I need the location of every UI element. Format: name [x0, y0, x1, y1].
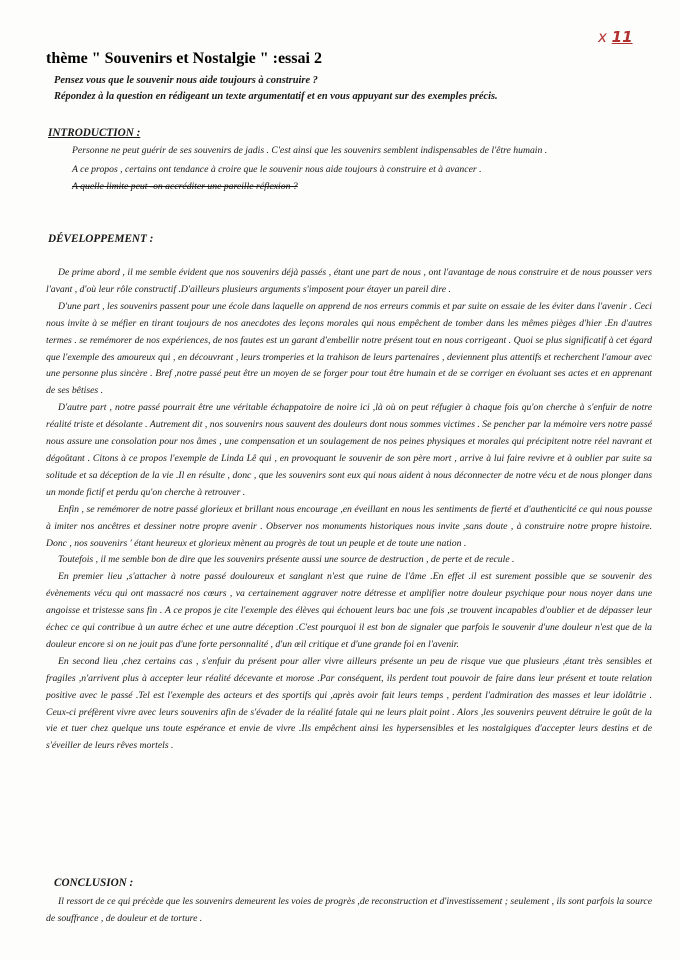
- introduction-heading: INTRODUCTION :: [48, 127, 141, 139]
- grade-mark-value: 11: [611, 28, 633, 46]
- development-text: [46, 265, 652, 755]
- prompt-line-1: Pensez vous que le souvenir nous aide toujours à construire ?: [54, 75, 318, 86]
- dev-paragraph: Toutefois , il me semble bon de dire que les souvenirs présente aussi une source de destruction , de perte et de recule .: [58, 554, 515, 566]
- dev-paragraph: En premier lieu ,s'attacher à notre passé douloureux et sanglant n'est que ruine de l'âme .En effet .il est surement possible que se souvenir des évènements vécu qui ont massacré nos cœurs , va certainement aggraver notre détresse et amplifier notre douleur psychique pour nous noyer dans une angoisse et tristesse sans fin . A ce propos je cite l'exemple des élèves qui échouent leurs bac une fois ,se trouvent incapables d'oublier et de dépasser leur échec ce qui contribue à un autre échec et une autre déception .C'est pourquoi il est bon de signaler que parfois le souvenir d'une douleur n'est que de la douleur encore si on ne jouit pas d'une forte personnalité , d'un œil critique et d'une grande foi en l'avenir.: [46, 571, 652, 650]
- dev-paragraph: De prime abord , il me semble évident que nos souvenirs déjà passés , étant une part de nous , ont l'avantage de nous construire et de nous pousser vers l'avant , d'où leur rôle constructif .D'ailleurs plusieurs arguments s'imposent pour étayer un pareil dire .: [46, 267, 652, 295]
- conclusion-paragraph: Il ressort de ce qui précède que les souvenirs demeurent les voies de progrès ,de reconstruction et d'investissement ; seulement , ils sont parfois la source de souffrance , de douleur et de torture .: [46, 896, 652, 924]
- grade-mark: [598, 28, 633, 46]
- grade-mark-prefix: x: [598, 28, 607, 46]
- conclusion-text: [46, 894, 652, 928]
- introduction-text: [60, 143, 652, 196]
- dev-paragraph: D'une part , les souvenirs passent pour une école dans laquelle on apprend de nos erreurs commis et par suite on essaie de les éviter dans l'avenir . Ceci nous invite à se méfier en tirant toujours de nos anecdotes des leçons morales qui nous empêchent de tomber dans les mêmes pièges d'hier .En d'autres termes . se remémorer de nos expériences, de nos fautes est un garant d'embellir notre présent tout en nous corrigeant . Quoi se plus significatif à cet égard que l'exemple des amoureux qui , en découvrant , leurs tromperies et la trahison de leurs partenaires , deviennent plus attentifs et recherchent l'amour avec une personne plus sincère . Bref ,notre passé peut être un moyen de se forger pour tout être humain et de se corriger en évoluant ses actes et en apprenant de ses bêtises .: [46, 300, 652, 397]
- dev-paragraph: Enfin , se remémorer de notre passé glorieux et brillant nous encourage ,en éveillant en nous les sentiments de fierté et d'authenticité ce qui nous pousse à imiter nos ancêtres et dessiner notre propre avenir . Observer nos monuments historiques nous invite ,sans doute , à construire notre propre histoire. Donc , nos souvenirs ' étant heureux et glorieux mènent au progrès de tout un peuple et de toute une nation .: [46, 503, 652, 549]
- development-heading: DÉVELOPPEMENT :: [48, 233, 154, 245]
- intro-paragraph: Personne ne peut guérir de ses souvenirs de jadis . C'est ainsi que les souvenirs semblent indispensables de l'être humain .: [72, 145, 548, 156]
- intro-question: A quelle limite peut -on accréditer une pareille réflexion ?: [72, 180, 298, 192]
- intro-paragraph: A ce propos , certains ont tendance à croire que le souvenir nous aide toujours à construire et à avancer .: [72, 163, 482, 175]
- page-title: thème " Souvenirs et Nostalgie " :essai 2: [46, 50, 322, 67]
- conclusion-heading: CONCLUSION :: [54, 877, 134, 889]
- dev-paragraph: En second lieu ,chez certains cas , s'enfuir du présent pour aller vivre ailleurs présente un peu de risque vue que plusieurs ,étant très sensibles et fragiles ,n'arrivent plus à accepter leur réalité décevante et morose .Par conséquent, ils perdent tout pouvoir de faire dans leur présent et toute relation positive avec le passé .Tel est l'exemple des acteurs et des sportifs qui ,après avoir fait leurs temps , perdent l'admiration des masses et leur idolâtrie . Ceux-ci préfèrent vivre avec leurs souvenirs afin de s'évader de la réalité fatale qui ne leurs plait point . Alors ,les souvenirs peuvent détruire le goût de la vie et tuer chez quelque uns toute espérance et envie de vivre .Ils empêchent ainsi les hypersensibles et les nostalgiques d'accepter leurs destins et de s'éveiller de leurs rêves mortels .: [46, 655, 652, 752]
- prompt-line-2: Répondez à la question en rédigeant un texte argumentatif et en vous appuyant sur des exemples précis.: [54, 91, 498, 102]
- dev-paragraph: D'autre part , notre passé pourrait être une véritable échappatoire de noire ici ,là où on peut réfugier à chaque fois qu'on cherche à s'enfuir de notre réalité triste et désolante . Autrement dit , nos souvenirs nous sauvent des douleurs dont nous sommes victimes . Se pencher par la mémoire vers notre passé nous assure une consolation pour nos âmes , une compensation et un soulagement de nos peines physiques et morales qui précipitent notre réel navrant et dégoûtant . Citons à ce propos l'exemple de Linda Lê qui , en provoquant le souvenir de son père mort , arrive à lui faire revivre et à oublier par suite sa solitude et sa déception de la vie .Il en résulte , donc , que les souvenirs sont eux qui nous aident à nous déconnecter de notre vécu et de nous plonger dans un monde fictif et perdu qu'on cherche à retrouver .: [46, 402, 652, 498]
